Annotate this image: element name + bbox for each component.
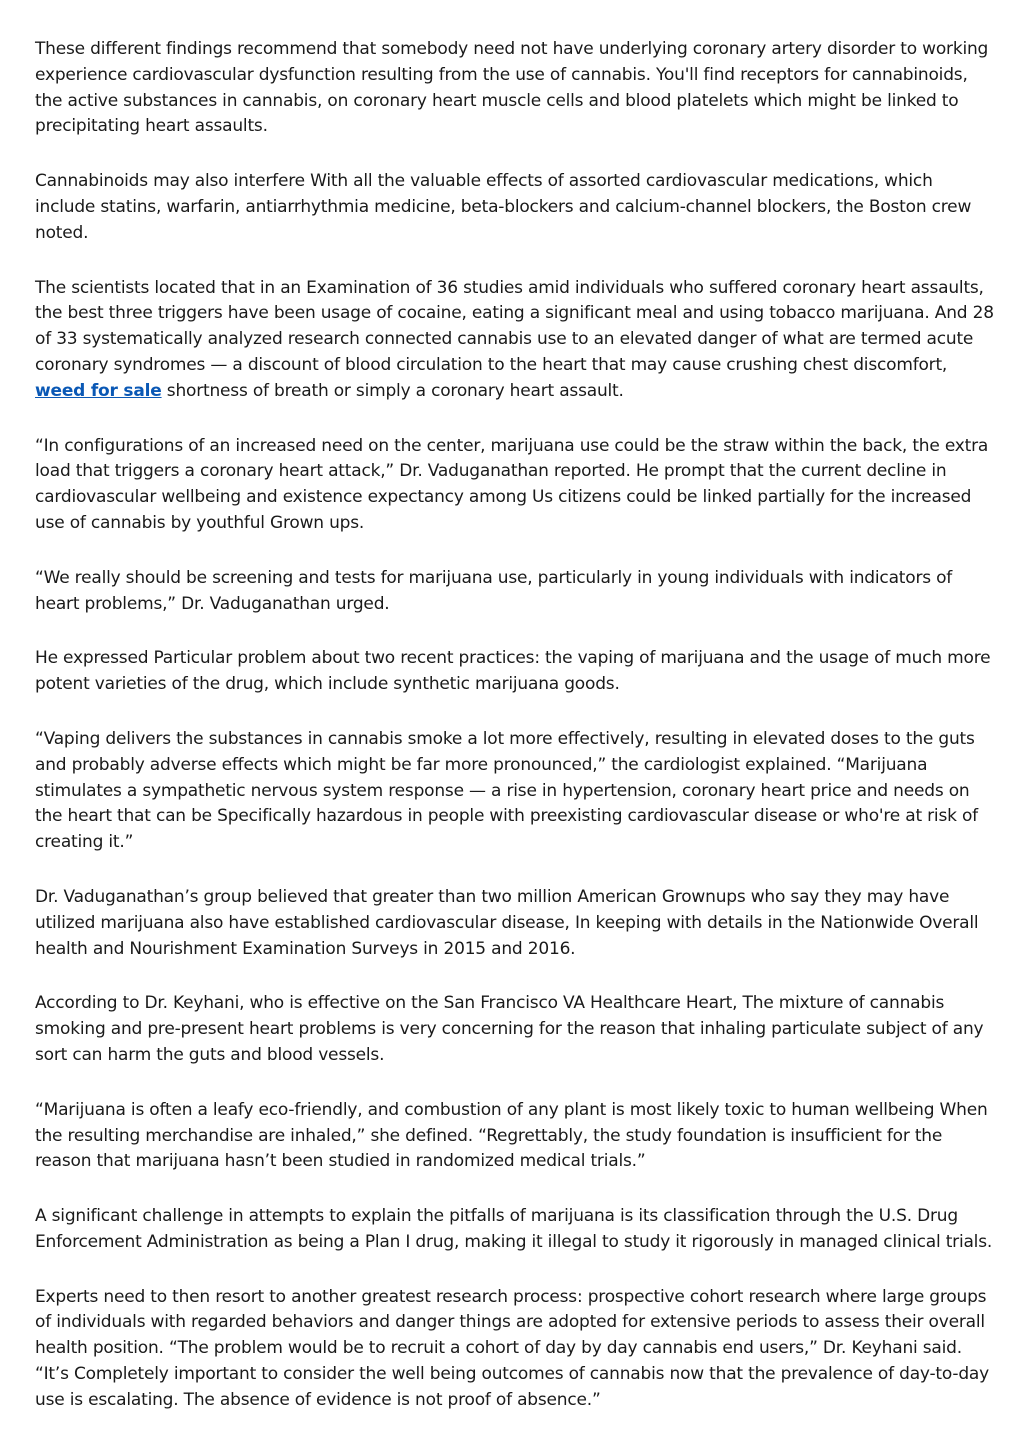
paragraph-2: Cannabinoids may also interfere With all the valuable effects of assorted cardiovascular medications, which include statins, warfarin, antiarrhythmia medicine, beta-blockers and calcium-channel blockers, the Boston crew noted.: [35, 171, 972, 243]
paragraph-6: He expressed Particular problem about two recent practices: the vaping of marijuana and the usage of much more potent varieties of the drug, which include synthetic marijuana goods.: [35, 648, 991, 695]
paragraph-1: These different findings recommend that somebody need not have underlying coronary artery disorder to working experience cardiovascular dysfunction resulting from the use of cannabis. You'll find receptors for cannabinoids, the active substances in cannabis, on coronary heart muscle cells and blood platelets which might be linked to precipitating heart assaults.: [35, 39, 989, 137]
paragraph-10: “Marijuana is often a leafy eco-friendly, and combustion of any plant is most likely toxic to human wellbeing When the resulting merchandise are inhaled,” she defined. “Regrettably, the study foundation is insufficient for the reason that marijuana hasn’t been studied in randomized medical trials.”: [35, 1099, 988, 1172]
paragraph-3-text-after: shortness of breath or simply a coronary heart assault.: [161, 380, 624, 401]
paragraph-4: “In configurations of an increased need on the center, marijuana use could be the straw within the back, the extra load that triggers a coronary heart attack,” Dr. Vaduganathan reported. He prompt that the current decline in cardiovascular wellbeing and existence expectancy among Us citizens could be linked partially for the increased use of cannabis by youthful Grown ups.: [35, 435, 989, 533]
paragraph-3-text-before: The scientists located that in an Examination of 36 studies amid individuals who suffered coronary heart assaults, the best three triggers have been usage of cocaine, eating a significant meal and using tobacco marijuana. And 28 of 33 systematically analyzed research connected cannabis use to an elevated danger of what are termed acute coronary syndromes — a discount of blood circulation to the heart that may cause crushing chest discomfort,: [35, 277, 994, 375]
paragraph-12: Experts need to then resort to another greatest research process: prospective cohort research where large groups of individuals with regarded behaviors and danger things are adopted for extensive periods to assess their overall health position. “The problem would be to recruit a cohort of day by day cannabis end users,” Dr. Keyhani said. “It’s Completely important to consider the well being outcomes of cannabis now that the prevalence of day-to-day use is escalating. The absence of evidence is not proof of absence.”: [35, 1286, 989, 1410]
paragraph-8: Dr. Vaduganathan’s group believed that greater than two million American Grownups who say they may have utilized marijuana also have established cardiovascular disease, In keeping with details in the Nationwide Overall health and Nourishment Examination Surveys in 2015 and 2016.: [35, 886, 979, 959]
paragraph-9: According to Dr. Keyhani, who is effective on the San Francisco VA Healthcare Heart, The mixture of cannabis smoking and pre-present heart problems is very concerning for the reason that inhaling particulate subject of any sort can harm the guts and blood vessels.: [35, 993, 984, 1065]
paragraph-7: “Vaping delivers the substances in cannabis smoke a lot more effectively, resulting in elevated doses to the guts and probably adverse effects which might be far more pronounced,” the cardiologist explained. “Marijuana stimulates a sympathetic nervous system response — a rise in hypertension, coronary heart price and needs on the heart that can be Specifically hazardous in people with preexisting cardiovascular disease or who're at risk of creating it.”: [35, 728, 978, 853]
weed-for-sale-link[interactable]: weed for sale: [35, 380, 162, 401]
paragraph-5: “We really should be screening and tests for marijuana use, particularly in young individuals with indicators of heart problems,” Dr. Vaduganathan urged.: [35, 567, 953, 614]
paragraph-3: [35, 276, 994, 405]
paragraph-11: A significant challenge in attempts to explain the pitfalls of marijuana is its classification through the U.S. Drug Enforcement Administration as being a Plan I drug, making it illegal to study it rigorously in managed clinical trials.: [35, 1206, 993, 1252]
